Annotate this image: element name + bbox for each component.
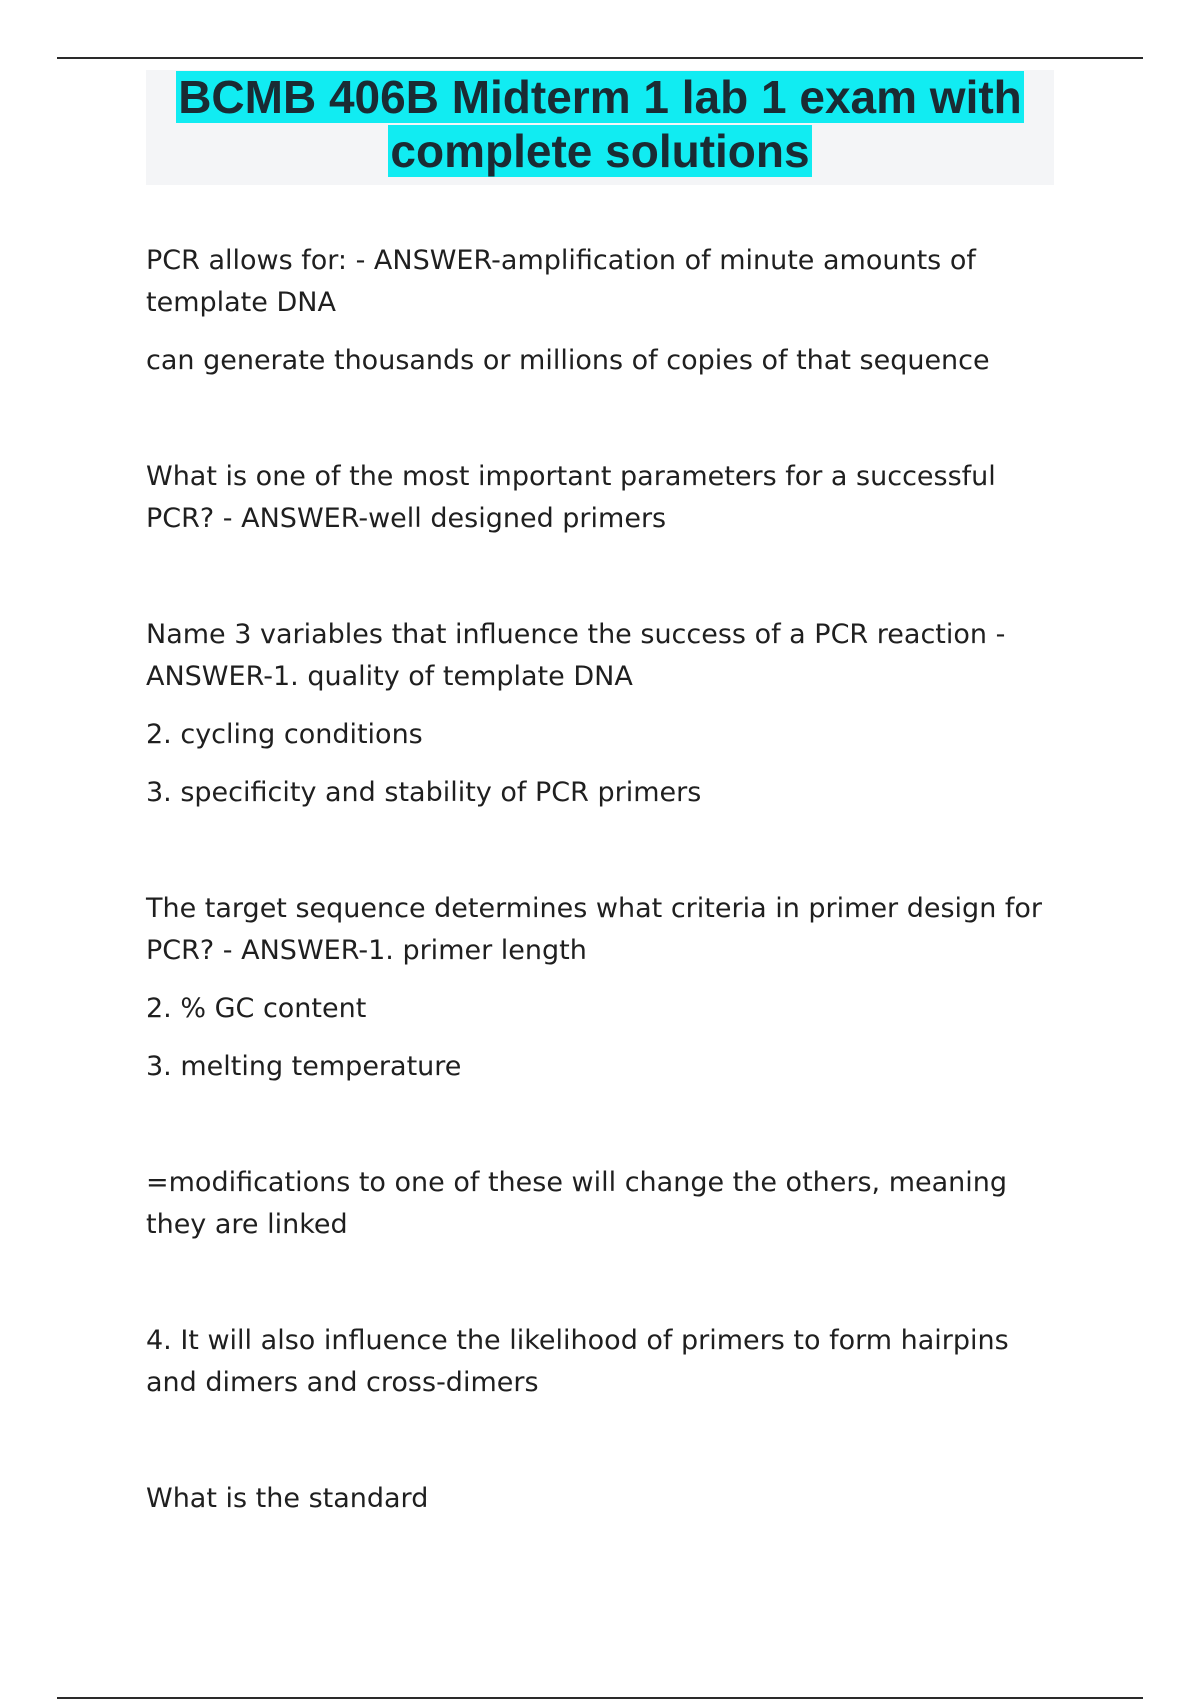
list-item-cycling: 2. cycling conditions <box>146 719 423 750</box>
list-item-melting-temp: 3. melting temperature <box>146 1051 462 1082</box>
list-item-specificity: 3. specificity and stability of PCR primers <box>146 777 702 808</box>
title-block <box>146 70 1054 185</box>
qa-three-variables: Name 3 variables that influence the success of a PCR reaction - ANSWER-1. quality of template DNA <box>146 619 1006 692</box>
title-line-1: BCMB 406B Midterm 1 lab 1 exam with <box>178 71 1022 123</box>
bottom-rule <box>57 1697 1143 1699</box>
note-hairpins: 4. It will also influence the likelihood of primers to form hairpins and dimers and cross-dimers <box>146 1325 1009 1398</box>
document-title <box>146 70 1054 178</box>
title-line-2: complete solutions <box>390 125 810 177</box>
list-item-gc-content: 2. % GC content <box>146 993 367 1024</box>
top-rule <box>57 57 1143 59</box>
qa-pcr-allows: PCR allows for: - ANSWER-amplification of minute amounts of template DNA <box>146 245 976 318</box>
document-body <box>146 240 1066 1520</box>
qa-pcr-copies: can generate thousands or millions of copies of that sequence <box>146 345 990 376</box>
note-modifications: =modifications to one of these will change the others, meaning they are linked <box>146 1167 1008 1240</box>
qa-standard: What is the standard <box>146 1483 429 1514</box>
qa-important-parameter: What is one of the most important parameters for a successful PCR? - ANSWER-well designed primers <box>146 461 996 534</box>
qa-target-sequence: The target sequence determines what criteria in primer design for PCR? - ANSWER-1. primer length <box>146 893 1043 966</box>
